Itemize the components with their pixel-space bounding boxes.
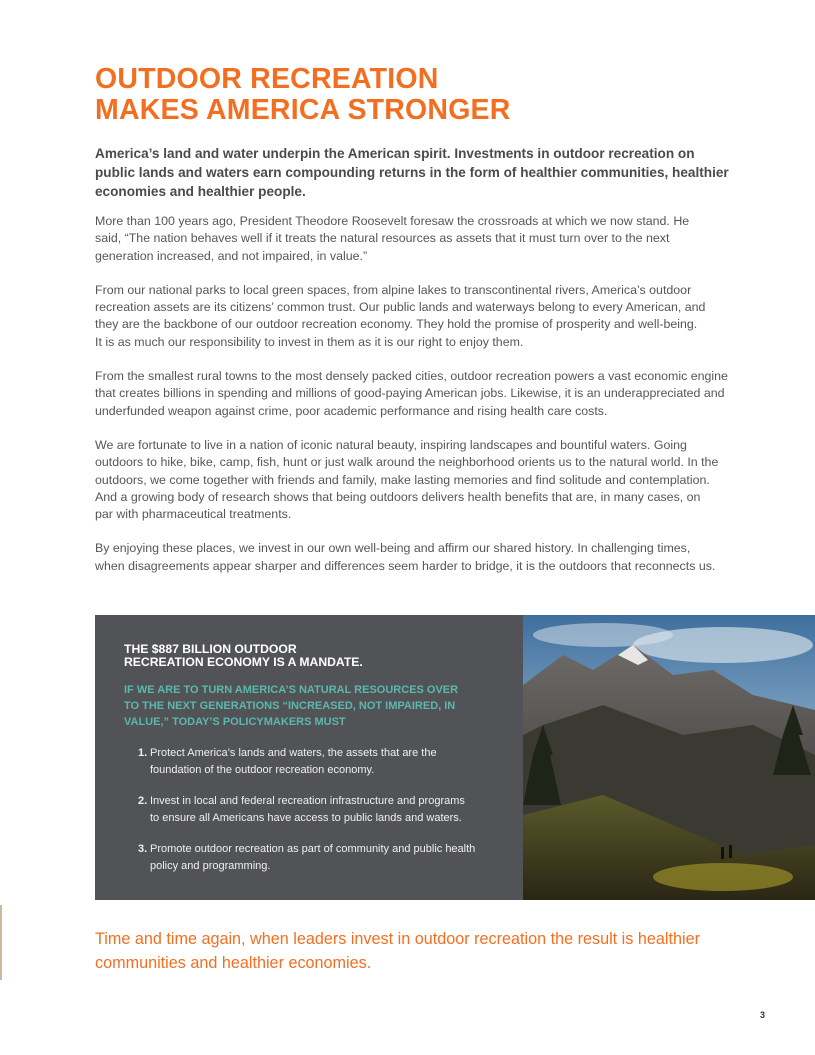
body-line: outdoors to hike, bike, camp, fish, hunt or just walk around the neighborhood orients us to the natural world. In the (95, 455, 719, 470)
body-line: when disagreements appear sharper and differences seem harder to bridge, it is the outdoors that reconnects us. (95, 558, 716, 573)
body-line: generation increased, and not impaired, in value.” (95, 248, 368, 263)
closing-statement (95, 927, 700, 975)
list-item (138, 793, 475, 826)
lede-paragraph (95, 144, 755, 201)
body-text (95, 213, 755, 592)
body-paragraph (95, 282, 755, 351)
list-line: foundation of the outdoor recreation economy. (150, 763, 375, 776)
list-line: policy and programming. (150, 859, 271, 872)
body-line: recreation assets are its citizens’ common trust. Our public lands and waterways belong to every American, and (95, 300, 706, 315)
list-item (138, 841, 475, 874)
body-line: From our national parks to local green spaces, from alpine lakes to transcontinental rivers, America’s outdoor (95, 282, 692, 297)
body-line: said, “The nation behaves well if it treats the natural resources as assets that it must turn over to the next (95, 231, 670, 246)
title-line: OUTDOOR RECREATION (95, 63, 439, 95)
list-line: Invest in local and federal recreation infrastructure and programs (150, 795, 465, 807)
body-line: outdoors, we come together with friends and family, make lasting memories and find solitude and contemplation. (95, 472, 710, 487)
title-line: MAKES AMERICA STRONGER (95, 94, 511, 126)
mountain-photo (523, 615, 815, 900)
body-line: they are the backbone of our outdoor recreation economy. They hold the promise of prosperity and well-being. (95, 317, 698, 332)
closing-line: communities and healthier economies. (95, 954, 372, 972)
callout-sub-line: VALUE,” TODAY’S POLICYMAKERS MUST (124, 716, 346, 728)
body-line: par with pharmaceutical treatments. (95, 507, 292, 522)
body-paragraph (95, 368, 755, 420)
list-number: 3. (138, 843, 148, 855)
lede-line: economies and healthier people. (95, 184, 306, 199)
lede-line: public lands and waters earn compounding returns in the form of healthier communities, healthier (95, 165, 729, 180)
body-paragraph (95, 437, 755, 523)
callout-sub-line: IF WE ARE TO TURN AMERICA’S NATURAL RESOURCES OVER (124, 684, 459, 696)
list-line: to ensure all Americans have access to public lands and waters. (150, 811, 462, 824)
body-line: By enjoying these places, we invest in our own well-being and affirm our shared history. In challenging times, (95, 541, 691, 556)
body-line: More than 100 years ago, President Theodore Roosevelt foresaw the crossroads at which we now stand. He (95, 214, 690, 228)
callout-heading-line: THE $887 BILLION OUTDOOR (124, 642, 297, 656)
page-title (95, 64, 511, 126)
body-line: We are fortunate to live in a nation of iconic natural beauty, inspiring landscapes and bountiful waters. Going (95, 437, 687, 452)
body-line: And a growing body of research shows that being outdoors delivers health benefits that are, in many cases, on (95, 489, 701, 504)
callout-box (95, 615, 523, 900)
body-line: that creates billions in spending and millions of good-paying American jobs. Likewise, it is an underappreciated and (95, 386, 725, 401)
body-line: From the smallest rural towns to the most densely packed cities, outdoor recreation powers a vast economic engine (95, 369, 728, 384)
body-line: underfunded weapon against crime, poor academic performance and rising health care costs. (95, 403, 608, 418)
callout-heading (124, 643, 363, 669)
lede-line: America’s land and water underpin the American spirit. Investments in outdoor recreation on (95, 146, 695, 161)
page-edge-divider (0, 905, 2, 980)
closing-line: Time and time again, when leaders invest in outdoor recreation the result is healthier (95, 930, 700, 948)
list-number: 2. (138, 795, 148, 807)
list-number: 1. (138, 747, 148, 759)
callout-heading-line: RECREATION ECONOMY IS A MANDATE. (124, 655, 363, 669)
list-item (138, 745, 475, 778)
callout-sub-line: TO THE NEXT GENERATIONS “INCREASED, NOT IMPAIRED, IN (124, 700, 456, 712)
body-paragraph (95, 213, 755, 265)
body-paragraph (95, 540, 755, 575)
mountain-landscape-image (523, 615, 815, 900)
list-line: Promote outdoor recreation as part of community and public health (150, 843, 476, 855)
page-number: 3 (760, 1010, 766, 1020)
list-line: Protect America’s lands and waters, the assets that are the (150, 747, 437, 759)
body-line: It is as much our responsibility to invest in them as it is our right to enjoy them. (95, 334, 524, 349)
callout-subheading (124, 682, 458, 730)
policy-list (138, 745, 475, 889)
